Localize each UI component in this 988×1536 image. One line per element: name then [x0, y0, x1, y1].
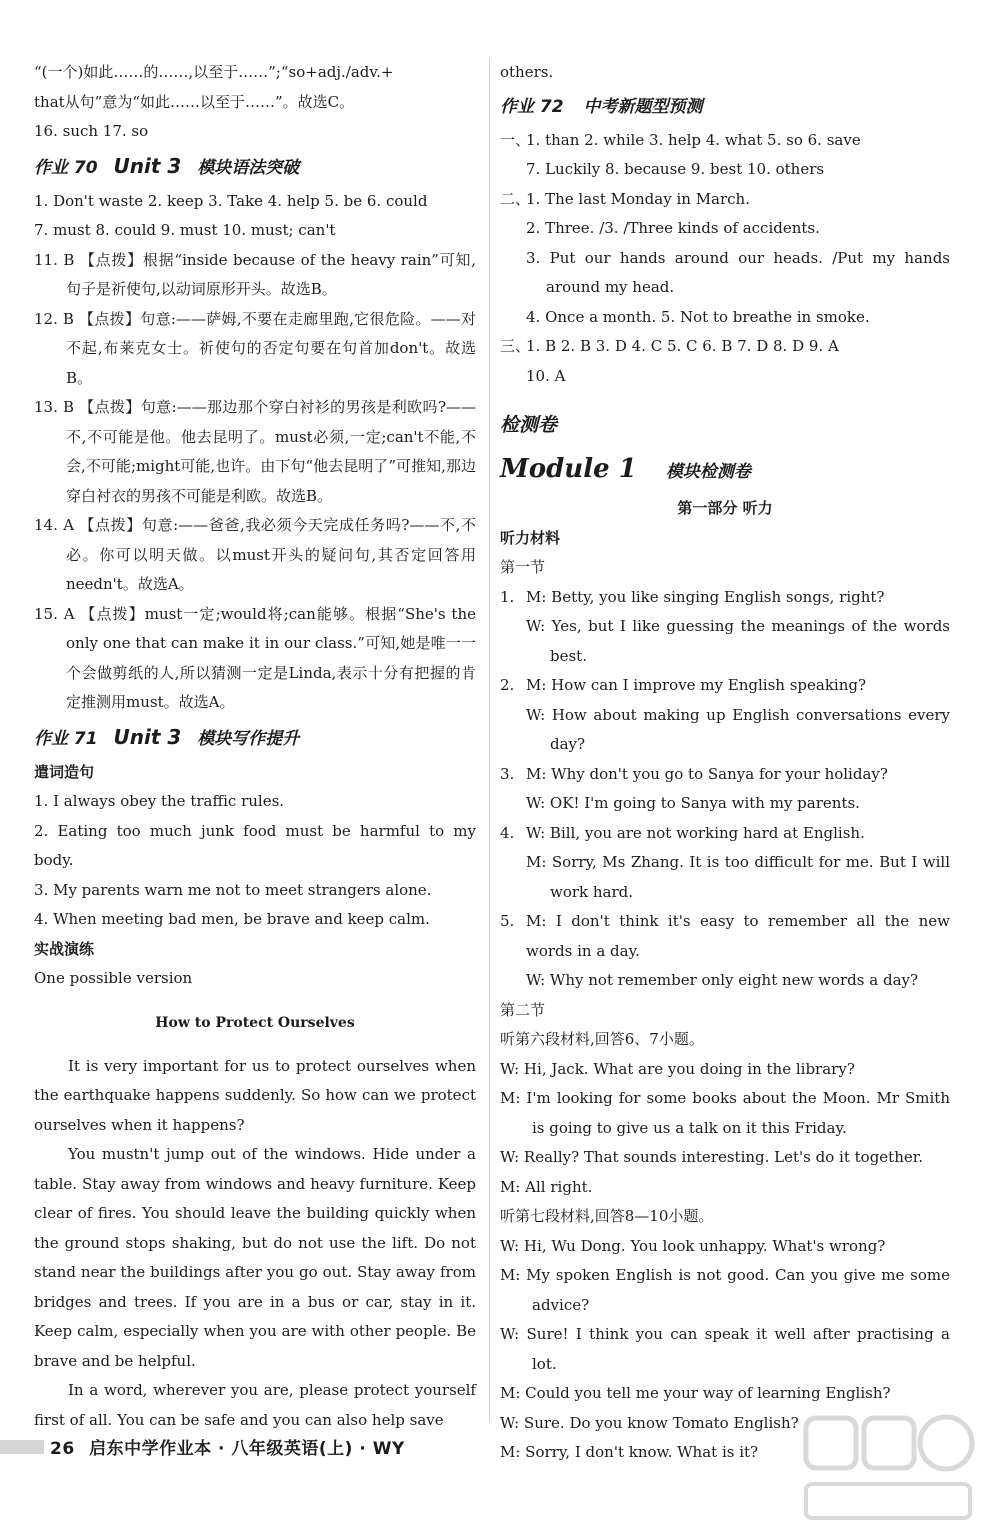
hw70-title: 模块语法突破 [197, 157, 300, 178]
dialogue-number: 4. [500, 823, 515, 842]
footer-text [50, 1434, 405, 1459]
dialogue-line [500, 819, 950, 849]
dialogue7-line-3: W: Sure! I think you can speak it well after practising a lot. [500, 1325, 950, 1373]
dialogue-line: W: How about making up English conversations every day? [526, 705, 950, 753]
hw71-title: 模块写作提升 [197, 728, 300, 749]
intro-line-1: “(一个)如此……的……,以至于……”;“so+adj./adv.+ [34, 63, 394, 81]
hw71-heading [34, 720, 476, 756]
page-footer [0, 1432, 600, 1462]
hw70-item-15: 15. A 【点拨】must一定;would将;can能够。根据“She's the only one that can make it in our class.”可知,她是唯一一个会做剪纸的人,所以猜测一定是Linda,表示十分有把握的肯定推测用must。故选A。 [34, 604, 476, 711]
dialogue-text: M: How can I improve my English speaking? [526, 676, 867, 694]
hw70-unit: Unit 3 [113, 153, 182, 178]
dialogue6-line-1: W: Hi, Jack. What are you doing in the library? [500, 1059, 855, 1078]
dialogue-text: M: Betty, you like singing English songs, right? [526, 587, 885, 606]
dialogue-number: 5. [500, 912, 515, 930]
hw70-item-14: 14. A 【点拨】句意:——爸爸,我必须今天完成任务吗?——不,不必。你可以明天做。以must开头的疑问句,其否定回答用needn't。故选A。 [34, 516, 476, 593]
column-divider [489, 58, 490, 1422]
hw72-sec2-line-2: 2. Three. /3. /Three kinds of accidents. [526, 219, 820, 237]
module-heading [500, 447, 950, 494]
hw71-label: 作业 71 [34, 728, 98, 749]
dialogue-line [500, 671, 950, 701]
listening-material: 听力材料 [500, 528, 561, 547]
dialogue-text: W: Bill, you are not working hard at English. [526, 823, 865, 842]
dialogue-line: W: Yes, but I like guessing the meanings of the words best. [526, 617, 950, 665]
dialogues-section-1 [500, 583, 950, 996]
hw72-section-3 [500, 332, 950, 391]
continuation-text: others. [500, 63, 554, 81]
intro-line-3: 16. such 17. so [34, 122, 149, 140]
dialogue-number: 2. [500, 676, 515, 694]
hw72-sec1-label: 一、 [500, 130, 531, 149]
dialogue6-line-4: M: All right. [500, 1177, 593, 1196]
dialogue7-line-5: W: Sure. Do you know Tomato English? [500, 1413, 799, 1432]
essay-paragraph-1: It is very important for us to protect ourselves when the earthquake happens suddenly. So how can we protect ourselves when it happens? [34, 1056, 476, 1134]
page-number: 26 [50, 1439, 75, 1459]
essay-title: How to Protect Ourselves [155, 1014, 355, 1031]
dialogue6-line-3: W: Really? That sounds interesting. Let's do it together. [500, 1148, 924, 1166]
module-title: Module 1 [500, 454, 637, 484]
hw72-sec3-line-2: 10. A [526, 366, 566, 385]
hw72-label: 作业 72 [500, 96, 564, 117]
hw70-item-13: 13. B 【点拨】句意:——那边那个穿白衬衫的男孩是利欧吗?——不,不可能是他。他去昆明了。must必须,一定;can't不能,不会,不可能;might可能,也许。由下句“他去昆明了”可推知,那边穿白衬衣的男孩不可能是利欧。故选B。 [34, 398, 476, 505]
hw72-sec3-line-1: 1. B 2. B 3. D 4. C 5. C 6. B 7. D 8. D 9. A [526, 337, 839, 355]
dialogue7-line-1: W: Hi, Wu Dong. You look unhappy. What's wrong? [500, 1236, 886, 1255]
right-column [500, 58, 950, 1468]
hw72-sec2-line-4: 4. Once a month. 5. Not to breathe in smoke. [526, 307, 870, 326]
hw71-sentence-4: 4. When meeting bad men, be brave and keep calm. [34, 910, 430, 928]
intro-dialogue-7: 听第七段材料,回答8—10小题。 [500, 1207, 714, 1225]
hw70-line-2: 7. must 8. could 9. must 10. must; can't [34, 221, 336, 239]
essay-paragraph-2: You mustn't jump out of the windows. Hide under a table. Stay away from windows and heavy furniture. Keep clear of fires. You should leave the building quickly when the ground stops shaking, but do not use the lift. Do not stand near the buildings after you go out. Stay away from bridges and trees. If you are in a bus or car, stay in it. Keep calm, especially when you are with other people. Be brave and be helpful. [34, 1145, 476, 1370]
hw72-sec1-line-2: 7. Luckily 8. because 9. best 10. others [526, 160, 825, 178]
section-2: 第二节 [500, 1000, 546, 1019]
essay-paragraph-3: In a word, wherever you are, please protect yourself first of all. You can be safe and you can also help save [34, 1381, 476, 1429]
test-heading: 检测卷 [500, 414, 558, 436]
intro-dialogue-6: 听第六段材料,回答6、7小题。 [500, 1030, 704, 1048]
dialogue-text: M: I don't think it's easy to remember all the new words in a day. [526, 912, 950, 960]
dialogue7-line-2: M: My spoken English is not good. Can you give me some advice? [500, 1266, 950, 1314]
hw70-item-12: 12. B 【点拨】句意:——萨姆,不要在走廊里跑,它很危险。——对不起,布莱克女士。祈使句的否定句要在句首加don't。故选B。 [34, 309, 476, 387]
dialogue-line [500, 583, 950, 613]
dialogue-line: W: Why not remember only eight new words a day? [526, 971, 919, 989]
hw72-sec2-line-1: 1. The last Monday in March. [526, 189, 750, 208]
hw72-sec1-line-1: 1. than 2. while 3. help 4. what 5. so 6. save [526, 130, 861, 149]
hw72-sec2-label: 二、 [500, 189, 531, 208]
hw70-heading [34, 149, 476, 185]
hw71-unit: Unit 3 [113, 724, 182, 749]
module-subtitle: 模块检测卷 [665, 462, 751, 482]
part-title: 第一部分 听力 [677, 499, 773, 517]
hw70-label: 作业 70 [34, 157, 98, 178]
dialogue7-line-4: M: Could you tell me your way of learning English? [500, 1384, 891, 1402]
hw72-sec3-label: 三、 [500, 337, 531, 355]
footer-bar [0, 1440, 44, 1454]
hw71-sentence-2: 2. Eating too much junk food must be harmful to my body. [34, 821, 476, 869]
intro-line-2: that从句”意为“如此……以至于……”。故选C。 [34, 92, 355, 111]
dialogue-number: 1. [500, 587, 515, 606]
dialogue-number: 3. [500, 764, 515, 783]
hw71-sentence-1: 1. I always obey the traffic rules. [34, 792, 285, 810]
hw71-version: One possible version [34, 969, 193, 987]
hw70-item-11: 11. B 【点拨】根据“inside because of the heavy rain”可知,句子是祈使句,以动词原形开头。故选B。 [34, 250, 476, 298]
dialogue-line: M: Sorry, Ms Zhang. It is too difficult for me. But I will work hard. [526, 853, 950, 901]
hw72-title: 中考新题型预测 [583, 96, 703, 117]
hw72-section-1 [500, 126, 950, 185]
dialogue-line: W: OK! I'm going to Sanya with my parents. [526, 794, 860, 812]
hw72-sec2-line-3: 3. Put our hands around our heads. /Put my hands around my head. [526, 248, 950, 296]
watermark-logo [798, 1408, 978, 1528]
dialogue-text: M: Why don't you go to Sanya for your holiday? [526, 764, 888, 783]
hw70-line-1: 1. Don't waste 2. keep 3. Take 4. help 5. be 6. could [34, 191, 428, 210]
hw71-sentence-3: 3. My parents warn me not to meet strangers alone. [34, 880, 432, 899]
hw72-heading [500, 90, 950, 124]
dialogue-line [500, 760, 950, 790]
dialogue-line [500, 907, 950, 966]
hw71-sub2: 实战演练 [34, 939, 95, 958]
hw72-section-2 [500, 185, 950, 333]
dialogue7-line-6: M: Sorry, I don't know. What is it? [500, 1443, 759, 1461]
book-title: 启东中学作业本 · 八年级英语(上) · WY [89, 1439, 405, 1459]
hw71-sub1: 遣词造句 [34, 762, 95, 781]
dialogue6-line-2: M: I'm looking for some books about the Moon. Mr Smith is going to give us a talk on it this Friday. [500, 1089, 950, 1137]
left-column [34, 58, 476, 1435]
section-1: 第一节 [500, 558, 546, 576]
